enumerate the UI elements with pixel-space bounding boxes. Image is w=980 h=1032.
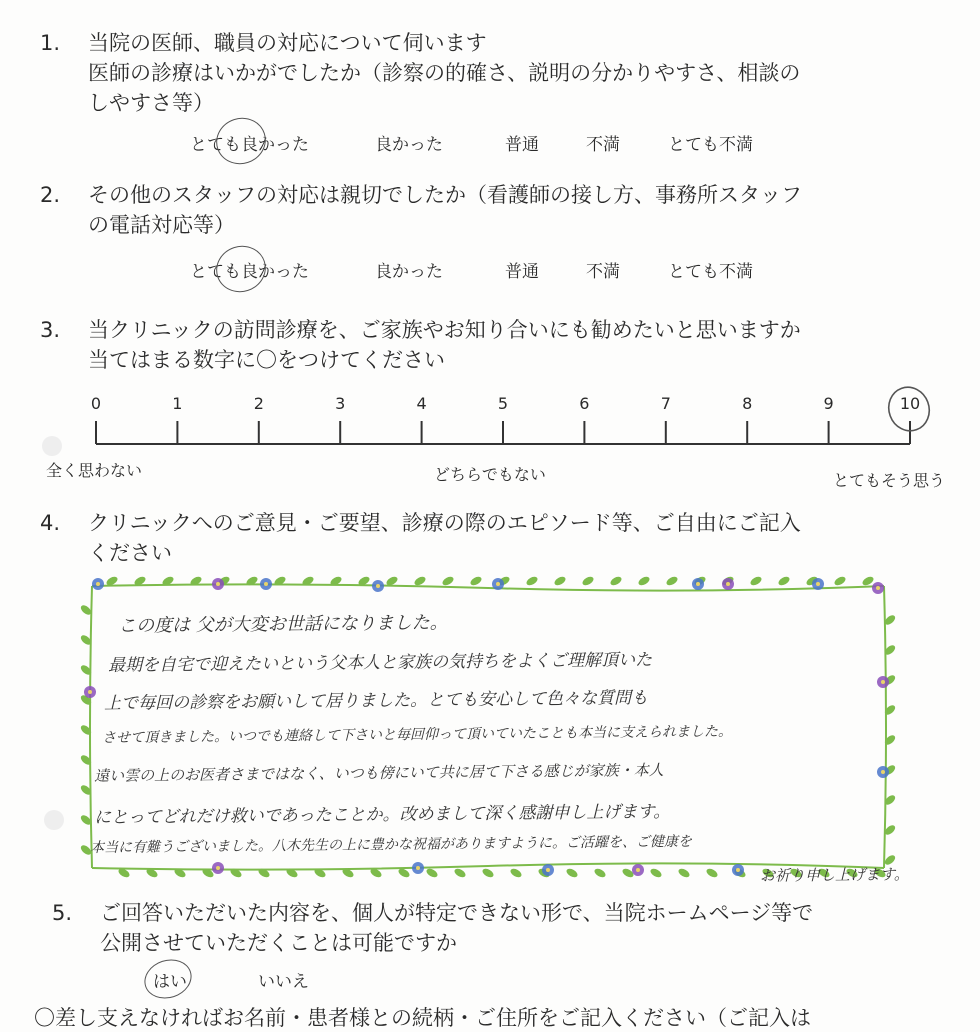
q2-option-very-dissatisfied[interactable]: とても不満 xyxy=(668,262,753,282)
question-text: 当クリニックの訪問診療を、ご家族やお知り合いにも勧めたいと思いますか 当てはまる数字に〇をつけてください xyxy=(88,318,801,372)
vine-leaf xyxy=(453,867,467,879)
vine-flower-center xyxy=(416,866,420,870)
question-number: 5. xyxy=(52,901,73,925)
scale-number[interactable]: 10 xyxy=(899,394,921,413)
vine-flower-center xyxy=(816,582,820,586)
comment-line: 最期を自宅で迎えたいという父本人と家族の気持ちをよくご理解頂いた xyxy=(107,650,653,676)
q2-option-very-good[interactable]: とても良かった xyxy=(190,262,309,282)
vine-leaf xyxy=(441,575,455,587)
scale-number[interactable]: 3 xyxy=(335,394,346,413)
vine-flower-center xyxy=(376,584,380,588)
vine-leaf xyxy=(525,575,539,587)
vine-flower-center xyxy=(636,868,640,872)
punch-hole-mark xyxy=(44,810,64,830)
q5-option-no[interactable]: いいえ xyxy=(258,972,309,992)
vine-leaf xyxy=(509,867,523,879)
scale-number[interactable]: 5 xyxy=(497,394,509,413)
vine-flower-center xyxy=(546,868,550,872)
scale-number[interactable]: 1 xyxy=(172,394,183,413)
question-number: 1. xyxy=(40,31,61,55)
vine-leaf xyxy=(469,575,483,587)
punch-hole-mark xyxy=(42,436,62,456)
scale-ticks xyxy=(91,394,920,444)
question-4 xyxy=(40,508,940,570)
q5-selection-circle xyxy=(139,954,196,1005)
vine-flower-center xyxy=(696,582,700,586)
scale-label-right: とてもそう思う xyxy=(833,471,946,490)
question-number: 3. xyxy=(40,318,61,342)
q1-option-good[interactable]: 良かった xyxy=(375,135,443,155)
vine-stem xyxy=(92,584,884,590)
vine-flower-center xyxy=(881,680,885,684)
vine-leaf xyxy=(637,575,651,587)
question-text: クリニックへのご意見・ご要望、診療の際のエピソード等、ご自由にご記入 ください xyxy=(88,511,801,565)
scale-number[interactable]: 6 xyxy=(579,394,590,413)
vine-stem xyxy=(884,586,886,868)
question-5 xyxy=(52,898,952,960)
vine-flower-center xyxy=(88,690,92,694)
q5-option-yes[interactable]: はい xyxy=(153,972,187,992)
question-text: ご回答いただいた内容を、個人が特定できない形で、当院ホームページ等で 公開させていただくことは可能ですか xyxy=(100,901,814,955)
comment-line: させて頂きました。いつでも連絡して下さいと毎回仰って頂いていたことも本当に支えられました。 xyxy=(101,723,733,747)
vine-leaf xyxy=(665,575,679,587)
q2-option-normal[interactable]: 普通 xyxy=(505,262,539,282)
q2-options xyxy=(0,257,980,283)
scale-number[interactable]: 7 xyxy=(660,394,671,413)
scale-number[interactable]: 9 xyxy=(823,394,834,413)
comment-line: にとってどれだけ救いであったことか。改めまして深く感謝申し上げます。 xyxy=(93,801,671,829)
comment-line: この度は 父が大変お世話になりました。 xyxy=(117,612,448,637)
q1-options xyxy=(0,130,980,156)
vine-flower-center xyxy=(881,770,885,774)
vine-flower-center xyxy=(96,582,100,586)
vine-leaf xyxy=(553,575,567,587)
vine-flower-center xyxy=(496,582,500,586)
comment-line: お祈り申し上げます。 xyxy=(759,865,909,885)
vine-leaf xyxy=(677,867,691,879)
q2-selection-circle xyxy=(210,239,272,298)
q2-option-dissatisfied[interactable]: 不満 xyxy=(586,262,620,282)
comment-line: 遠い雲の上のお医者さまではなく、いつも傍にいて共に居て下さる感じが家族・本人 xyxy=(93,761,664,785)
vine-leaf xyxy=(581,575,595,587)
vine-flower-center xyxy=(264,582,268,586)
footer-instruction: 〇差し支えなければお名前・患者様との続柄・ご住所をご記入ください（ご記入は xyxy=(34,1006,811,1030)
vine-flower-center xyxy=(726,582,730,586)
question-text: 当院の医師、職員の対応について伺います 医師の診療はいかがでしたか（診察の的確さ、説明の分かりやすさ、相談の しやすさ等） xyxy=(88,31,801,115)
q1-option-very-good[interactable]: とても良かった xyxy=(190,135,309,155)
q1-option-normal[interactable]: 普通 xyxy=(505,135,539,155)
vine-flower-center xyxy=(216,866,220,870)
rating-scale xyxy=(0,385,980,455)
vine-leaf xyxy=(705,867,719,879)
q1-option-very-dissatisfied[interactable]: とても不満 xyxy=(668,135,753,155)
vine-leaf xyxy=(749,575,763,587)
scale-number[interactable]: 4 xyxy=(416,394,427,413)
scale-number[interactable]: 0 xyxy=(90,394,102,413)
q1-selection-circle xyxy=(210,111,272,170)
question-text: その他のスタッフの対応は親切でしたか（看護師の接し方、事務所スタッフ の電話対応等） xyxy=(88,183,802,237)
vine-flower-center xyxy=(876,586,880,590)
vine-leaf xyxy=(649,867,663,879)
vine-leaf xyxy=(777,575,791,587)
vine-leaf xyxy=(833,575,847,587)
comment-line: 本当に有難うございました。八木先生の上に豊かな祝福がありますように。ご活躍を、ご健康を xyxy=(89,833,693,857)
scale-number[interactable]: 2 xyxy=(253,394,264,413)
question-number: 2. xyxy=(40,183,61,207)
vine-leaf xyxy=(425,867,439,879)
question-1 xyxy=(40,28,940,118)
q1-option-dissatisfied[interactable]: 不満 xyxy=(586,135,620,155)
scale-label-middle: どちらでもない xyxy=(434,465,546,484)
q2-option-good[interactable]: 良かった xyxy=(375,262,443,282)
scale-number[interactable]: 8 xyxy=(742,394,753,413)
vine-stem xyxy=(90,586,92,868)
vine-leaf xyxy=(565,867,579,879)
vine-leaf xyxy=(593,867,607,879)
scale-label-left: 全く思わない xyxy=(46,461,143,480)
question-2 xyxy=(40,180,940,242)
vine-leaf xyxy=(609,575,623,587)
question-3 xyxy=(40,315,940,377)
vine-flower-center xyxy=(216,582,220,586)
vine-flower-center xyxy=(736,868,740,872)
comment-line: 上で毎回の診察をお願いして居りました。とても安心して色々な質問も xyxy=(103,688,649,714)
question-number: 4. xyxy=(40,511,61,535)
vine-leaf xyxy=(481,867,495,879)
